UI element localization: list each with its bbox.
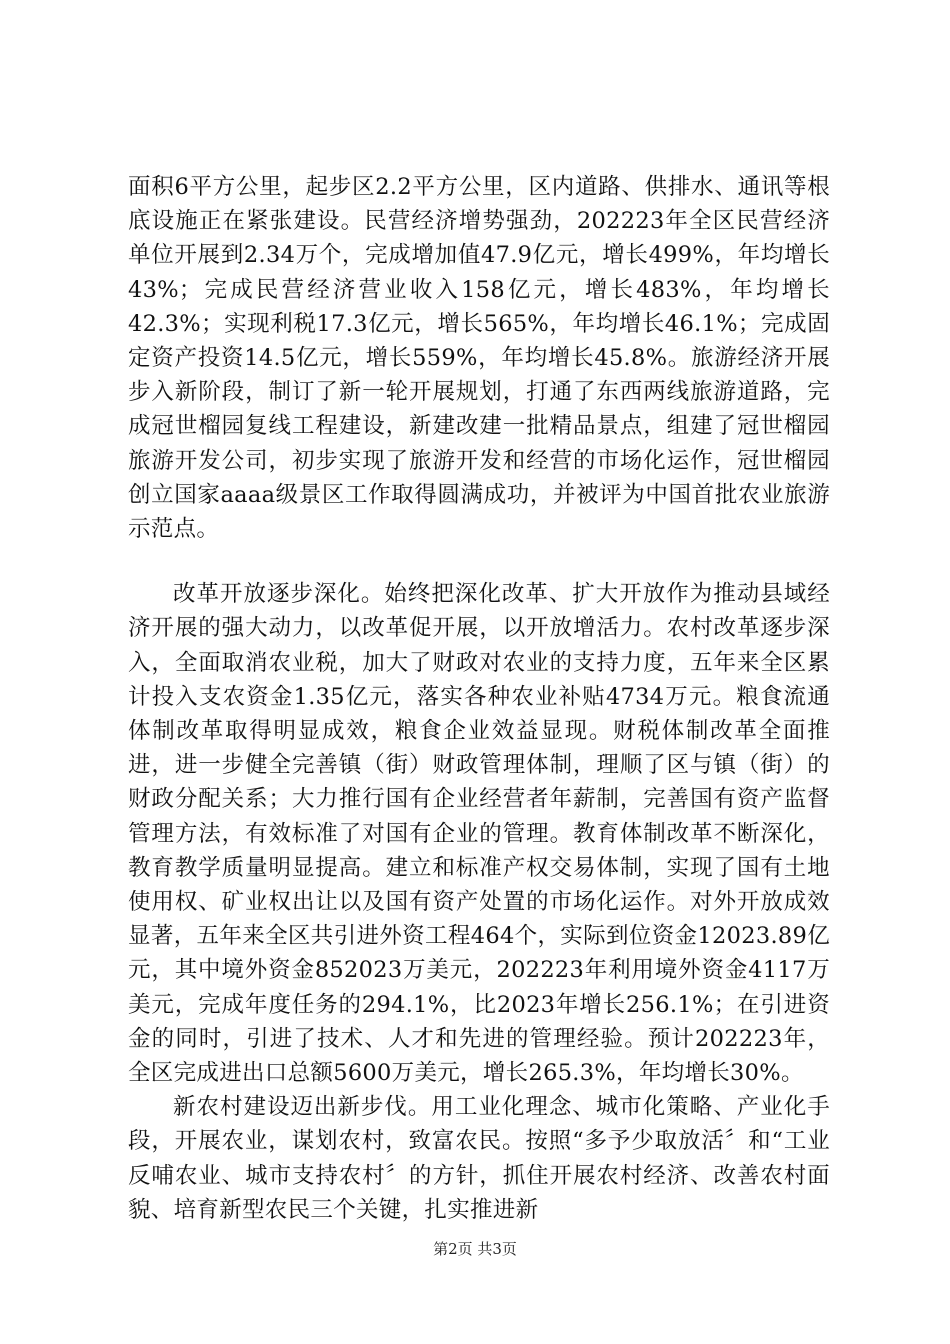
page-number-footer: 第2页 共3页 (433, 1240, 517, 1258)
paragraph-new-countryside: 新农村建设迈出新步伐。用工业化理念、城市化策略、产业化手段，开展农业，谋划农村，致富农民。按照“多予少取放活〞和“工业反哺农业、城市支持农村〞的方针，抓住开展农村经济、改善农村面貌、培育新型农民三个关键，扎实推进新 (128, 1094, 830, 1223)
document-body (128, 170, 830, 1227)
paragraph-private-economy-tourism: 面积6平方公里，起步区2.2平方公里，区内道路、供排水、通讯等根底设施正在紧张建设。民营经济增势强劲，202223年全区民营经济单位开展到2.34万个，完成增加值47.9亿元，增长499%，年均增长43%；完成民营经济营业收入158亿元，增长483%，年均增长42.3%；实现利税17.3亿元，增长565%，年均增长46.1%；完成固定资产投资14.5亿元，增长559%，年均增长45.8%。旅游经济开展步入新阶段，制订了新一轮开展规划，打通了东西两线旅游道路，完成冠世榴园复线工程建设，新建改建一批精品景点，组建了冠世榴园旅游开发公司，初步实现了旅游开发和经营的市场化运作，冠世榴园创立国家aaaa级景区工作取得圆满成功，并被评为中国首批农业旅游示范点。 (128, 174, 830, 543)
paragraph-reform-opening: 改革开放逐步深化。始终把深化改革、扩大开放作为推动县域经济开展的强大动力，以改革促开展，以开放增活力。农村改革逐步深入，全面取消农业税，加大了财政对农业的支持力度，五年来全区累计投入支农资金1.35亿元，落实各种农业补贴4734万元。粮食流通体制改革取得明显成效，粮食企业效益显现。财税体制改革全面推进，进一步健全完善镇（街）财政管理体制，理顺了区与镇（街）的财政分配关系；大力推行国有企业经营者年薪制，完善国有资产监督管理方法，有效标准了对国有企业的管理。教育体制改革不断深化，教育教学质量明显提高。建立和标准产权交易体制，实现了国有土地使用权、矿业权出让以及国有资产处置的市场化运作。对外开放成效显著，五年来全区共引进外资工程464个，实际到位资金12023.89亿元，其中境外资金852023万美元，202223年利用境外资金4117万美元，完成年度任务的294.1%，比2023年增长256.1%；在引进资金的同时，引进了技术、人才和先进的管理经验。预计202223年，全区完成进出口总额5600万美元，增长265.3%，年均增长30%。 (128, 581, 830, 1087)
